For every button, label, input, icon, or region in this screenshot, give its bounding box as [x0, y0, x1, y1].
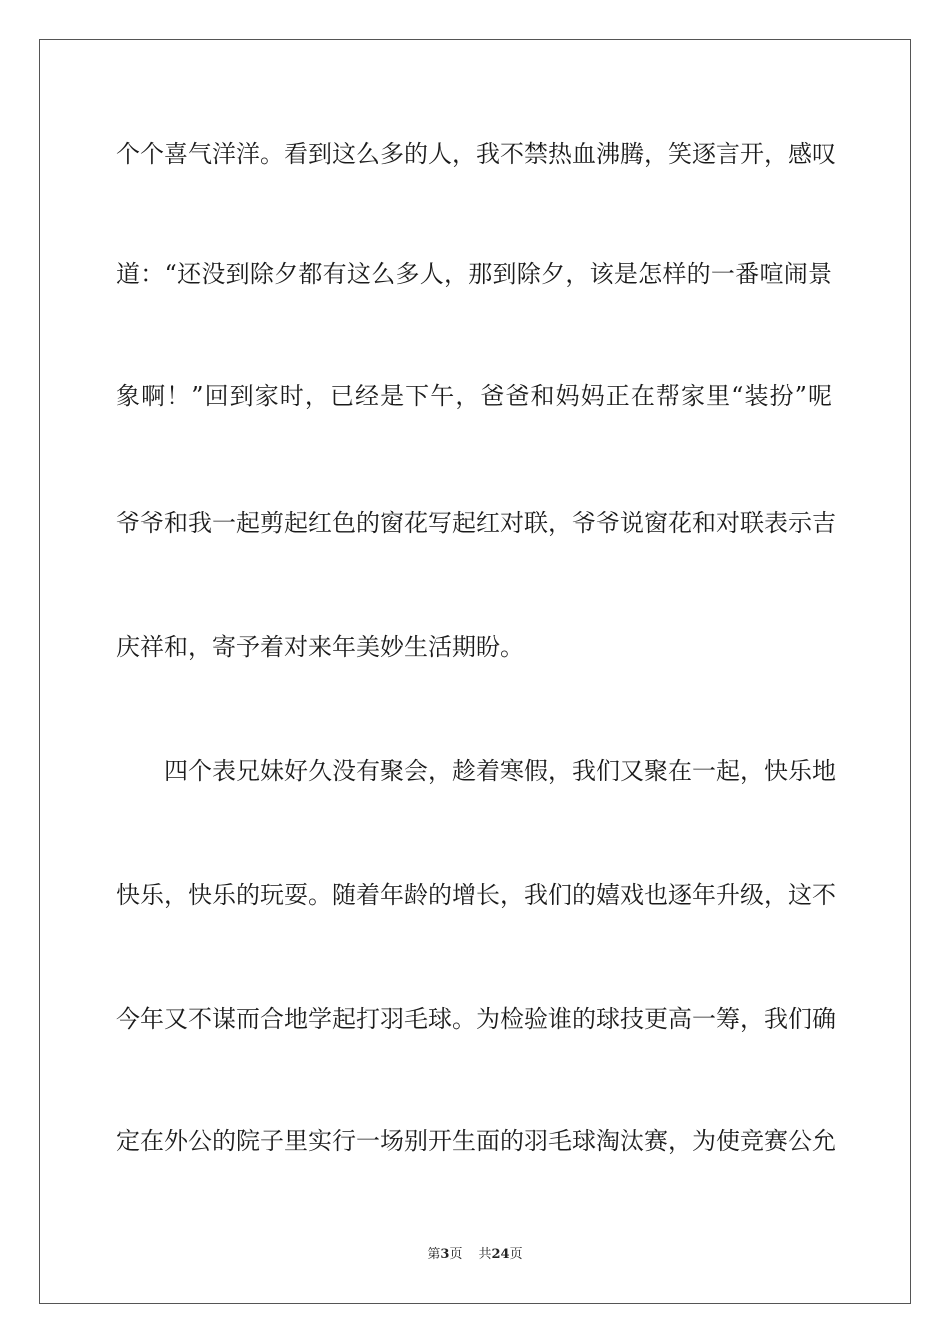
paragraph-line-4: 爷爷和我一起剪起红色的窗花写起红对联，爷爷说窗花和对联表示吉 [116, 509, 836, 537]
paragraph-line-5: 庆祥和，寄予着对来年美妙生活期盼。 [116, 633, 524, 661]
total-pages: 24 [491, 1247, 510, 1262]
paragraph-line-7: 快乐，快乐的玩耍。随着年龄的增长，我们的嬉戏也逐年升级，这不 [116, 881, 836, 909]
total-suffix: 页 [509, 1247, 523, 1262]
paragraph-line-2: 道：“还没到除夕都有这么多人，那到除夕，该是怎样的一番喧闹景 [116, 260, 832, 288]
paragraph-line-8: 今年又不谋而合地学起打羽毛球。为检验谁的球技更高一筹，我们确 [116, 1005, 836, 1033]
page-suffix: 页 [449, 1247, 463, 1262]
paragraph-line-1: 个个喜气洋洋。看到这么多的人，我不禁热血沸腾，笑逐言开，感叹 [116, 140, 836, 168]
page-border [39, 39, 911, 1304]
paragraph-line-9: 定在外公的院子里实行一场别开生面的羽毛球淘汰赛，为使竞赛公允 [116, 1127, 836, 1155]
paragraph-line-3: 象啊！”回到家时，已经是下午，爸爸和妈妈正在帮家里“装扮”呢 [116, 382, 832, 410]
page-footer [0, 1246, 950, 1264]
page-number: 3 [440, 1247, 450, 1262]
paragraph-line-6: 四个表兄妹好久没有聚会，趁着寒假，我们又聚在一起，快乐地 [164, 757, 836, 785]
page-prefix: 第 [427, 1247, 441, 1262]
total-prefix: 共 [478, 1247, 492, 1262]
